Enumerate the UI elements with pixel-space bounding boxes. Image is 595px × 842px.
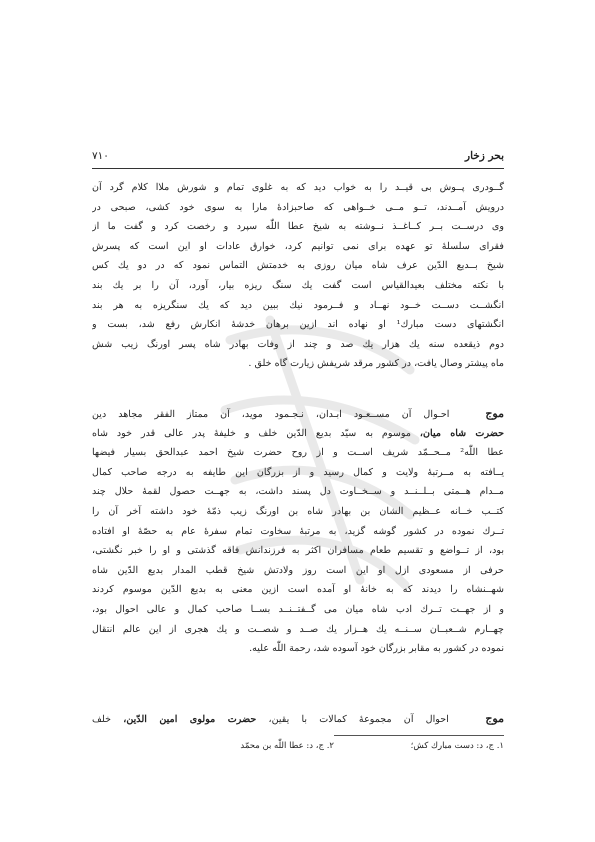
text-line <box>92 424 504 444</box>
running-title: بحر زخار <box>465 150 504 162</box>
page-header <box>92 150 504 166</box>
text-line: و از جهــت تــرك ادب شاه میان می گــفتــنــد بســا صاحب کمال و عالی احوال بود، <box>92 603 504 615</box>
page-number: ۷۱۰ <box>92 150 109 162</box>
text-line: کتــب خــانه عــظیم الشان بن بهادر شاه بن اورنگ زیب ذمّهٔ خود داشته آخر آن را <box>92 505 504 517</box>
text-line: درویش آمــدند، تــو مــی خــواهی که صاحبزادهٔ مارا به سوی خود کشی، صبحی در <box>92 201 504 213</box>
text-line: مــدام هــمتی بــلــنــد و ســخــاوت دل پسند داشت، به جهــت حصول لقمهٔ حلال چند <box>92 486 504 498</box>
header-rule <box>92 168 504 169</box>
text-line: با نکته مختلف بعیدالقیاس است گفت یك سنگ ریزه بیار، آورد، آن را بر یك بند <box>92 279 504 291</box>
paragraph-1 <box>92 178 504 374</box>
bold-name: حضرت مولوی امین الدّین، <box>123 714 257 725</box>
text-line: ماه پیشتر وصال یافت، در کشور مرقد شریفش زیارت گاه خلق . <box>248 358 504 370</box>
text-line: شهــنشاه را دیدند که به خانهٔ او آمده است ازین معنی به بدیع الدّین موسوم کردند <box>92 584 504 596</box>
text-run: احوال آن مجموعهٔ کمالات با یقین، <box>268 714 449 725</box>
text-line: یــافته به مــرتبهٔ ولایت و کمال رسید و از بزرگان این طایفه به درجه صاحب کمال <box>92 466 504 478</box>
text-line <box>92 709 504 729</box>
paragraph-3 <box>92 709 504 729</box>
text-line: نموده در کشور به مقابر بزرگان خود آسوده شد، رحمة اللّٰه علیه. <box>249 643 504 655</box>
text-line: چهــارم شــعبــان ســنــه یك هــزار یك صــد و شصــت و یك هجری از این عالم انتقال <box>92 623 504 635</box>
text-line: شیخ بــدیع الدّین عرف شاه میان روزی به خدمتش التماس نمود که در دو یك کس <box>92 260 504 272</box>
bold-name: حضرت شاه میان، <box>419 427 504 439</box>
paragraph-2 <box>92 404 504 659</box>
text-line: عطا اللّٰه² مــحــمّد شریف اســت و از روح حضرت شیخ احمد عبدالحق بسیار فیضها <box>92 447 504 459</box>
text-line: تــرك نموده در کشور گوشه گزید، به مرتبهٔ سخاوت تمام سفرهٔ عام به حصّهٔ او افتاده <box>92 525 504 537</box>
text-line: بود، از تــواضع و تقسیم طعام مسافران اکثر به فرزندانش فاقه گذشتی و او را خبر نگشتی، <box>92 545 504 557</box>
text-line: گــودری پــوش بی قیــد را به خواب دید که به غلوی تمام و شورش ملاا کلام گرد آن <box>92 182 504 193</box>
text-run: خلف <box>92 714 112 725</box>
text-line: انگشــت دســت خــود نهــاد و فــرمود نیك ببین دید که یك سنگریزه به هر بند <box>92 299 504 311</box>
text-run: موسوم به سیّد بدیع الدّین خلف و خلیفهٔ پدر عالی قدر خود شاه <box>92 427 411 439</box>
footnote-rule <box>334 735 504 736</box>
footnote-2: ۲. ج، د: عطا اللّٰه بن محمّد <box>240 741 334 751</box>
section-lead-word: موج <box>485 712 504 725</box>
text-line: حرفی از مسعودی ازل او این است روز ولادتش شیخ قطب المدار بدیع الدّین شاه <box>92 564 504 576</box>
text-run: احـوال آن مســعـود ابـدان، نـجـمود موید، آن ممتاز الفقر مجاهد دین <box>92 409 450 420</box>
text-line: وی درســت بــر کــاغــذ نــوشته به شیخ عطا اللّٰه سپرد و رخصت کرد و گفت ما از <box>92 221 504 233</box>
text-line: دوم ذیقعده سنه یك هزار یك صد و چند از وفات بهادر شاه پسر اورنگ زیب شش <box>92 338 504 350</box>
section-lead-word: موج <box>485 407 504 420</box>
text-line: فقرای سلسلهٔ تو عهده برای نمی توانیم کرد، خوارق عادات او این است که پسرش <box>92 240 504 252</box>
footnote-1: ۱. ج، د: دست مبارك کش؛ <box>410 741 504 751</box>
text-line: انگشتهای دست مبارك¹ او نهاده اند ازین برهان خدشهٔ انکارش رفع شد، بست و <box>92 319 504 331</box>
text-line <box>92 404 504 424</box>
